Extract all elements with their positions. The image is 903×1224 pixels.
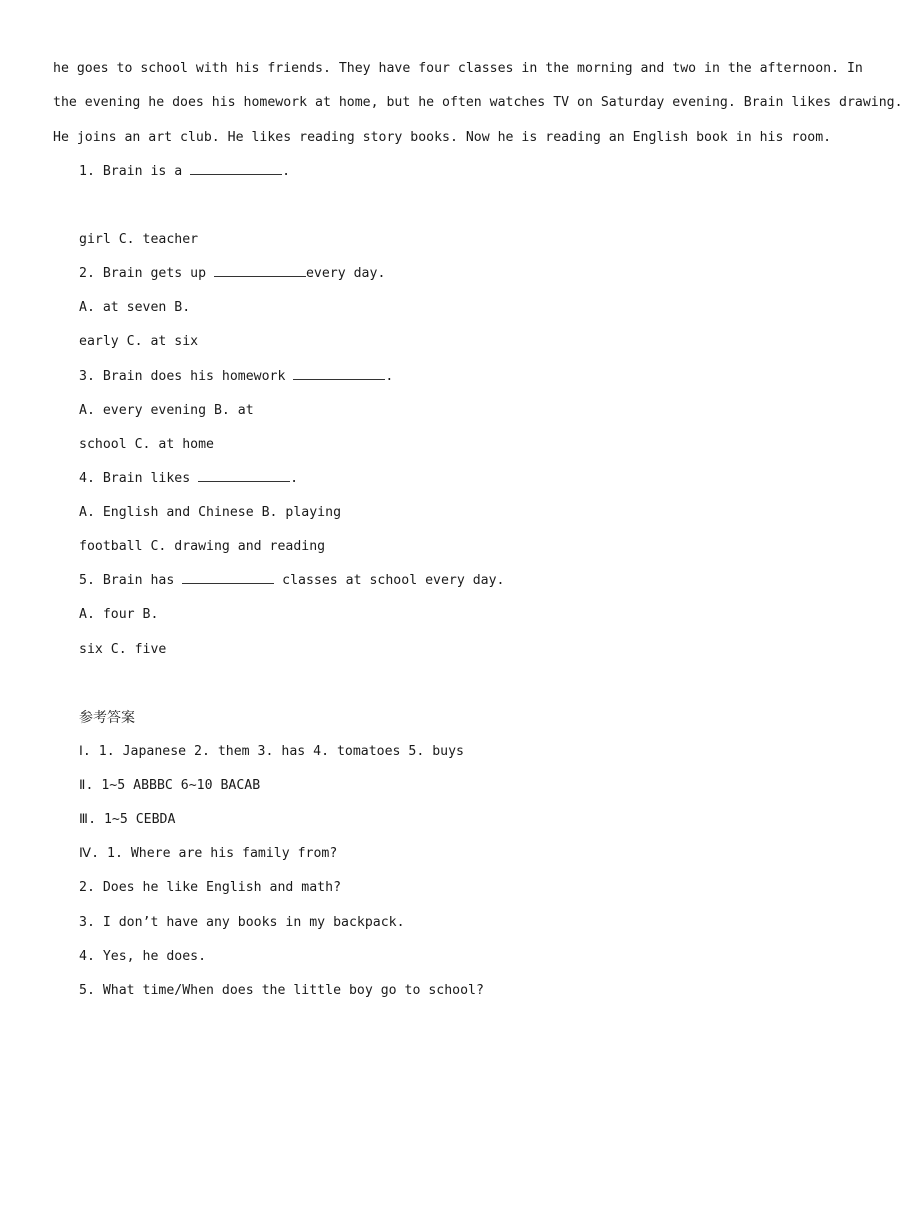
answer-key-line-4: Ⅳ. 1. Where are his family from? [79, 846, 338, 861]
question-1 [79, 162, 290, 182]
question-4-end: . [290, 471, 299, 486]
question-2-end: every day. [305, 266, 386, 281]
passage-line-3: He joins an art club. He likes reading story books. Now he is reading an English book in his room. [53, 130, 832, 145]
question-2 [79, 264, 385, 284]
question-5-options-a: A. four B. [79, 607, 159, 622]
question-4 [79, 469, 298, 489]
question-4-text: 4. Brain likes [79, 471, 199, 486]
passage-line-2: the evening he does his homework at home, but he often watches TV on Saturday evening. Brain likes drawing. [53, 95, 903, 110]
answer-key-heading: 参考答案 [79, 710, 135, 726]
question-1-text: 1. Brain is a [79, 164, 191, 179]
question-3-text: 3. Brain does his homework [79, 369, 294, 384]
answer-blank [198, 469, 290, 482]
question-2-text: 2. Brain gets up [79, 266, 214, 281]
question-3-options-b: school C. at home [79, 437, 214, 452]
answer-key-line-6: 3. I don’t have any books in my backpack. [79, 915, 405, 930]
question-5-end: classes at school every day. [274, 573, 505, 588]
question-1-options: girl C. teacher [79, 232, 199, 247]
question-5-options-b: six C. five [79, 642, 167, 657]
answer-key-line-1: Ⅰ. 1. Japanese 2. them 3. has 4. tomatoes 5. buys [79, 744, 464, 759]
question-2-options-a: A. at seven B. [79, 300, 191, 315]
answer-key-line-7: 4. Yes, he does. [79, 949, 207, 964]
answer-blank [293, 367, 385, 380]
answer-key-line-8: 5. What time/When does the little boy go to school? [79, 983, 484, 998]
answer-blank [190, 162, 282, 175]
question-3 [79, 367, 393, 387]
answer-key-line-2: Ⅱ. 1~5 ABBBC 6~10 BACAB [79, 778, 261, 793]
question-4-options-a: A. English and Chinese B. playing [79, 505, 342, 520]
question-4-options-b: football C. drawing and reading [79, 539, 326, 554]
question-1-end: . [282, 164, 291, 179]
passage-line-1: he goes to school with his friends. They have four classes in the morning and two in the afternoon. In [53, 61, 863, 76]
answer-key-line-5: 2. Does he like English and math? [79, 880, 342, 895]
question-3-end: . [385, 369, 394, 384]
answer-blank [182, 571, 274, 584]
answer-key-line-3: Ⅲ. 1~5 CEBDA [79, 812, 176, 827]
question-3-options-a: A. every evening B. at [79, 403, 254, 418]
question-2-options-b: early C. at six [79, 334, 199, 349]
question-5-text: 5. Brain has [79, 573, 183, 588]
answer-blank [214, 264, 306, 277]
question-5 [79, 571, 504, 591]
